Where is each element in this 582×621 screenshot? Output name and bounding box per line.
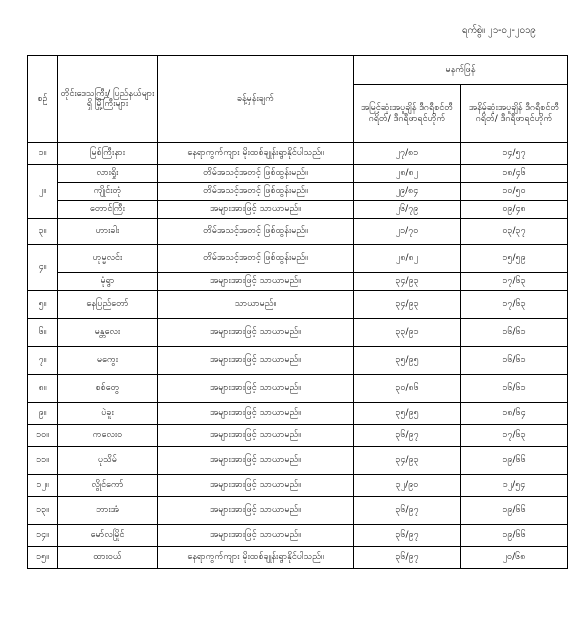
row-number: ၁။ <box>28 143 58 165</box>
table-row <box>28 143 568 165</box>
max-temperature: ၃၆/၉၇ <box>354 547 461 569</box>
city-name: ပုသိမ် <box>58 447 158 475</box>
min-temperature: ၁၆/၆၁ <box>461 319 568 347</box>
table-row <box>28 497 568 525</box>
document-date: ရက်စွဲ။ ၂၁-၀၂-၂၀၁၉ <box>462 25 536 36</box>
forecast-text: တိမ်အသင့်အတင့် ဖြစ်ထွန်းမည်။ <box>158 165 354 183</box>
city-name: လားရှိုး <box>58 165 158 183</box>
forecast-text: အများအားဖြင့် သာယာမည်။ <box>158 525 354 547</box>
forecast-text: အများအားဖြင့် သာယာမည်။ <box>158 403 354 425</box>
city-name: ထားဝယ် <box>58 547 158 569</box>
forecast-text: အများအားဖြင့် သာယာမည်။ <box>158 497 354 525</box>
city-name: ဟားခါး <box>58 219 158 245</box>
forecast-text: နေရာကွက်ကျား မိုးထစ်ချုန်းရွာနိုင်ပါသည်။ <box>158 547 354 569</box>
min-temperature: ၁၉/၆၆ <box>461 497 568 525</box>
forecast-text: တိမ်အသင့်အတင့် ဖြစ်ထွန်းမည်။ <box>158 183 354 201</box>
header-no: စဉ် <box>28 56 58 143</box>
row-number: ၇။ <box>28 347 58 375</box>
min-temperature: ၁၅/၅၉ <box>461 245 568 273</box>
table-row <box>28 475 568 497</box>
header-min-temp: အနိမ့်ဆုံးအပူချိန် ဒီဂရီစင်တီဂရိတ်/ ဒီဂရီဖာရင်ဟိုက် <box>461 85 568 143</box>
row-number: ၅။ <box>28 291 58 319</box>
max-temperature: ၃၃/၉၁ <box>354 319 461 347</box>
city-name: ဘားအံ <box>58 497 158 525</box>
row-number: ၁၁။ <box>28 447 58 475</box>
max-temperature: ၂၈/၈၂ <box>354 245 461 273</box>
table-row <box>28 219 568 245</box>
max-temperature: ၃၄/၉၃ <box>354 291 461 319</box>
forecast-text: နေရာကွက်ကျား မိုးထစ်ချုန်းရွာနိုင်ပါသည်။ <box>158 143 354 165</box>
max-temperature: ၂၆/၇၉ <box>354 201 461 219</box>
header-forecast: ခန့်မှန်းချက် <box>158 56 354 143</box>
city-name: မော်လမြိုင် <box>58 525 158 547</box>
max-temperature: ၃၀/၈၆ <box>354 375 461 403</box>
max-temperature: ၂၈/၈၂ <box>354 165 461 183</box>
row-number: ၄။ <box>28 245 58 291</box>
min-temperature: ၁၄/၅၇ <box>461 143 568 165</box>
table-row <box>28 183 568 201</box>
min-temperature: ၀၃/၃၇ <box>461 219 568 245</box>
row-number: ၃။ <box>28 219 58 245</box>
city-name: မန္တလေး <box>58 319 158 347</box>
table-row <box>28 547 568 569</box>
min-temperature: ၁၇/၆၃ <box>461 291 568 319</box>
table-row <box>28 403 568 425</box>
city-name: နေပြည်တော် <box>58 291 158 319</box>
table-row <box>28 425 568 447</box>
city-name: မကွေး <box>58 347 158 375</box>
min-temperature: ၁၇/၆၃ <box>461 273 568 291</box>
forecast-text: အများအားဖြင့် သာယာမည်။ <box>158 273 354 291</box>
header-region: တိုင်းဒေသကြီး/ ပြည်နယ်များရှိ မြို့ကြီးများ <box>58 56 158 143</box>
city-name: ဟုမ္မလင်း <box>58 245 158 273</box>
max-temperature: ၂၇/၈၁ <box>354 143 461 165</box>
row-number: ၁၄။ <box>28 525 58 547</box>
min-temperature: ၁၉/၆၆ <box>461 447 568 475</box>
min-temperature: ၂၀/၆၈ <box>461 547 568 569</box>
min-temperature: ၀၉/၄၈ <box>461 201 568 219</box>
table-row <box>28 447 568 475</box>
city-name: မုံရွာ <box>58 273 158 291</box>
table-row <box>28 291 568 319</box>
row-number: ၈။ <box>28 375 58 403</box>
min-temperature: ၁၉/၆၆ <box>461 525 568 547</box>
max-temperature: ၂၉/၈၄ <box>354 183 461 201</box>
row-number: ၁၀။ <box>28 425 58 447</box>
city-name: တောင်ကြီး <box>58 201 158 219</box>
max-temperature: ၃၆/၉၇ <box>354 525 461 547</box>
forecast-text: သာယာမည်။ <box>158 291 354 319</box>
row-number: ၆။ <box>28 319 58 347</box>
forecast-text: တိမ်အသင့်အတင့် ဖြစ်ထွန်းမည်။ <box>158 245 354 273</box>
forecast-text: အများအားဖြင့် သာယာမည်။ <box>158 447 354 475</box>
table-row <box>28 347 568 375</box>
forecast-text: အများအားဖြင့် သာယာမည်။ <box>158 425 354 447</box>
forecast-text: အများအားဖြင့် သာယာမည်။ <box>158 319 354 347</box>
forecast-text: အများအားဖြင့် သာယာမည်။ <box>158 201 354 219</box>
max-temperature: ၂၁/၇၀ <box>354 219 461 245</box>
table-row <box>28 319 568 347</box>
min-temperature: ၁၆/၆၁ <box>461 347 568 375</box>
max-temperature: ၃၄/၉၃ <box>354 273 461 291</box>
city-name: ကျိုင်းတုံ <box>58 183 158 201</box>
min-temperature: ၁၇/၆၃ <box>461 425 568 447</box>
forecast-text: တိမ်အသင့်အတင့် ဖြစ်ထွန်းမည်။ <box>158 219 354 245</box>
max-temperature: ၃၅/၉၅ <box>354 347 461 375</box>
weather-forecast-table <box>27 55 568 569</box>
forecast-text: အများအားဖြင့် သာယာမည်။ <box>158 347 354 375</box>
table-row <box>28 525 568 547</box>
city-name: လွိုင်ကော် <box>58 475 158 497</box>
city-name: စစ်တွေ <box>58 375 158 403</box>
max-temperature: ၃၂/၉၀ <box>354 475 461 497</box>
table-body <box>28 143 568 569</box>
max-temperature: ၃၄/၉၃ <box>354 447 461 475</box>
table-row <box>28 201 568 219</box>
min-temperature: ၁၆/၆၁ <box>461 375 568 403</box>
max-temperature: ၃၅/၉၅ <box>354 403 461 425</box>
forecast-text: အများအားဖြင့် သာယာမည်။ <box>158 475 354 497</box>
row-number: ၉။ <box>28 403 58 425</box>
table-row <box>28 375 568 403</box>
header-max-temp: အမြင့်ဆုံးအပူချိန် ဒီဂရီစင်တီဂရိတ်/ ဒီဂရီဖာရင်ဟိုက် <box>354 85 461 143</box>
min-temperature: ၁၀/၅၀ <box>461 183 568 201</box>
row-number: ၁၃။ <box>28 497 58 525</box>
row-number: ၁၅။ <box>28 547 58 569</box>
city-name: မြစ်ကြီးနား <box>58 143 158 165</box>
row-number: ၂။ <box>28 165 58 219</box>
forecast-text: အများအားဖြင့် သာယာမည်။ <box>158 375 354 403</box>
table-row <box>28 273 568 291</box>
max-temperature: ၃၆/၉၇ <box>354 497 461 525</box>
row-number: ၁၂။ <box>28 475 58 497</box>
min-temperature: ၁၈/၄၆ <box>461 165 568 183</box>
city-name: ကလေးဝ <box>58 425 158 447</box>
header-tomorrow: မနက်ဖြန် <box>354 56 568 85</box>
max-temperature: ၃၆/၉၇ <box>354 425 461 447</box>
table-row <box>28 245 568 273</box>
min-temperature: ၁၂/၅၄ <box>461 475 568 497</box>
min-temperature: ၁၈/၆၄ <box>461 403 568 425</box>
city-name: ပဲခူး <box>58 403 158 425</box>
table-row <box>28 165 568 183</box>
